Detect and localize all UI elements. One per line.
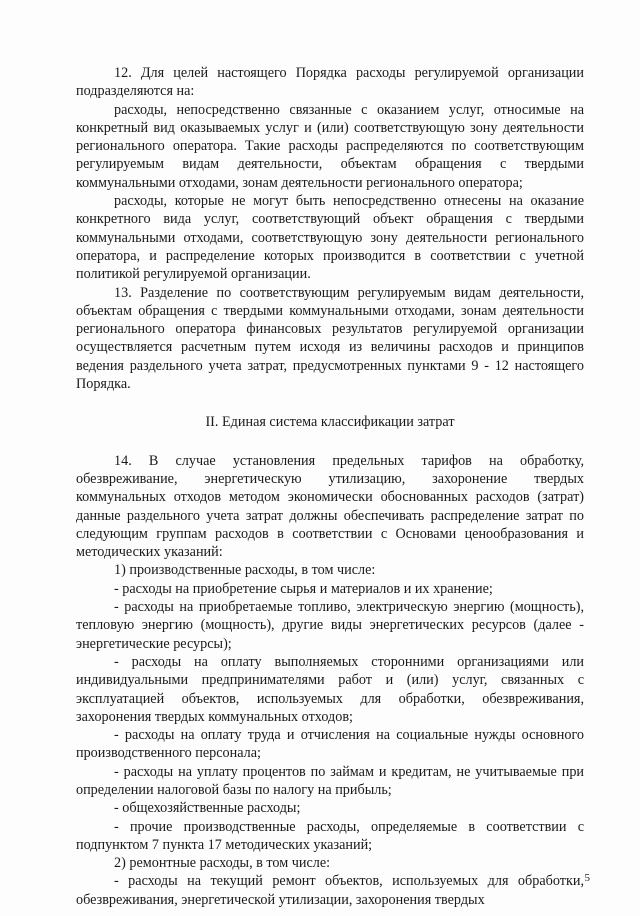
- paragraph-13: 13. Разделение по соответствующим регулируемым видам деятельности, объектам обращения с твердыми коммунальными отходами, зонам деятельности регионального оператора финансовых результатов регулируемой организации осуществляется расчетным путем исходя из величины расходов и принципов ведения раздельного учета затрат, предусмотренных пунктами 9 - 12 настоящего Порядка.: [76, 284, 584, 393]
- list-item-raw-materials: - расходы на приобретение сырья и материалов и их хранение;: [114, 580, 493, 597]
- document-body: [76, 64, 584, 909]
- page-number: 5: [584, 872, 590, 884]
- list-item-other-production: - прочие производственные расходы, определяемые в соответствии с подпунктом 7 пункта 17 методических указаний;: [76, 818, 584, 853]
- paragraph-direct-costs: расходы, непосредственно связанные с оказанием услуг, относимые на конкретный вид оказываемых услуг и (или) соответствующую зону деятельности регионального оператора. Такие расходы распределяются по соответствующим регулируемым видам деятельности, объектам обращения с твердыми коммунальными отходами, зонам деятельности регионального оператора;: [76, 101, 584, 191]
- list-item-energy-resources: - расходы на приобретаемые топливо, электрическую энергию (мощность), тепловую энергию (мощность), другие виды энергетических ресурсов (далее - энергетические ресурсы);: [76, 599, 584, 652]
- list-item-current-repair: - расходы на текущий ремонт объектов, используемых для обработки, обезвреживания, энергетической утилизации, захоронения твердых: [76, 873, 584, 908]
- paragraph-12: 12. Для целей настоящего Порядка расходы регулируемой организации подразделяются на:: [76, 65, 584, 100]
- list-item-production-costs: 1) производственные расходы, в том числе:: [114, 562, 376, 579]
- list-item-labor-costs: - расходы на оплату труда и отчисления на социальные нужды основного производственного персонала;: [76, 727, 584, 762]
- section-heading: II. Единая система классификации затрат: [205, 414, 455, 431]
- list-item-third-party-services: - расходы на оплату выполняемых сторонними организациями или индивидуальными предпринимателями работ и (или) услуг, связанных с эксплуатацией объектов, используемых для обработки, обезвреживания, захоронения твердых коммунальных отходов;: [76, 653, 584, 725]
- paragraph-14: 14. В случае установления предельных тарифов на обработку, обезвреживание, энергетическую утилизацию, захоронение твердых коммунальных отходов методом экономически обоснованных расходов (затрат) данные раздельного учета затрат должны обеспечивать распределение затрат по следующим группам расходов в соответствии с Основами ценообразования и методических указаний:: [76, 452, 584, 561]
- list-item-interest-costs: - расходы на уплату процентов по займам и кредитам, не учитываемые при определении налоговой базы по налогу на прибыль;: [76, 763, 584, 798]
- paragraph-indirect-costs: расходы, которые не могут быть непосредственно отнесены на оказание конкретного вида услуг, соответствующий объект обращения с твердыми коммунальными отходами, соответствующую зону деятельности регионального оператора, и распределение которых производится в соответствии с учетной политикой регулируемой организации.: [76, 193, 584, 283]
- list-item-overhead: - общехозяйственные расходы;: [114, 800, 301, 817]
- list-item-repair-costs: 2) ремонтные расходы, в том числе:: [114, 855, 331, 872]
